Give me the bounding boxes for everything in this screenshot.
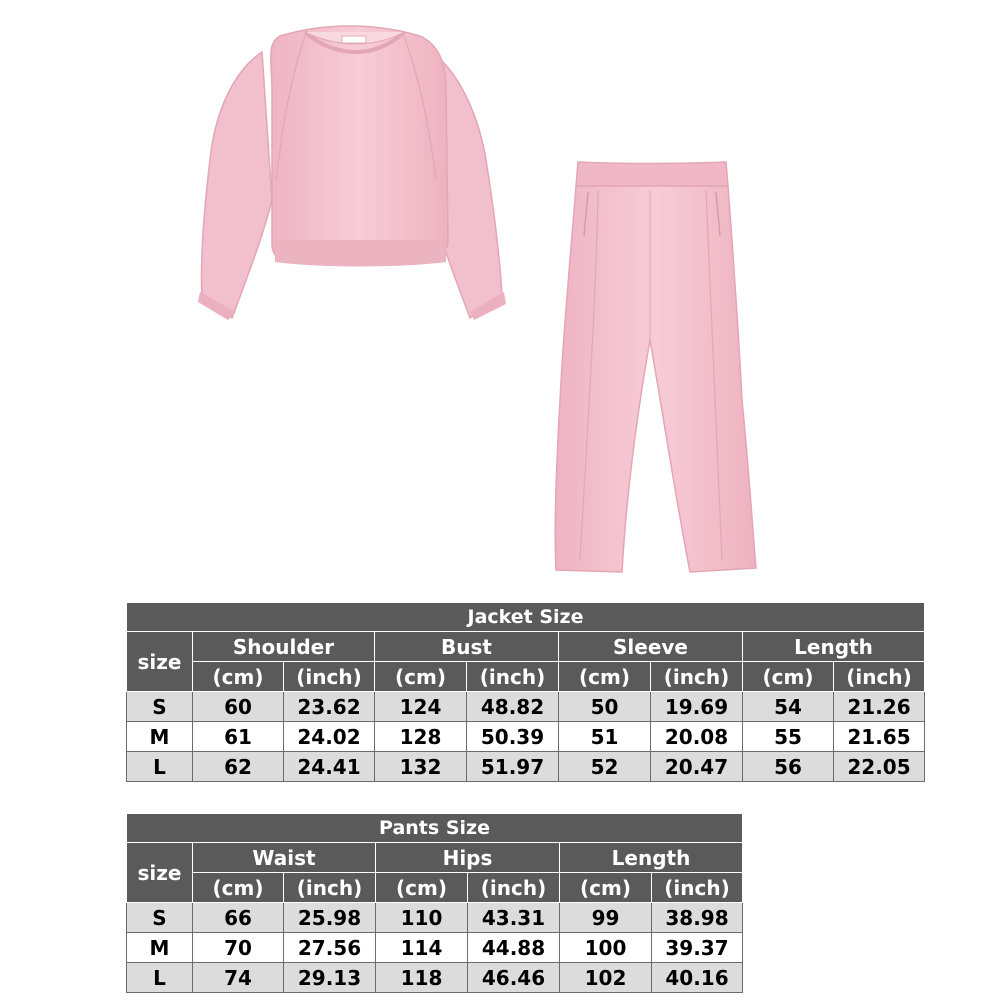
table-cell: 20.47	[651, 752, 743, 782]
table-row	[127, 722, 925, 752]
table-cell: 40.16	[652, 963, 743, 993]
table-cell: 22.05	[834, 752, 925, 782]
table-cell: 44.88	[468, 933, 560, 963]
size-label: M	[127, 933, 193, 963]
table-cell: 99	[560, 903, 652, 933]
table-row	[127, 752, 925, 782]
table-cell: 54	[743, 692, 834, 722]
pants-group-header: Waist	[193, 843, 376, 873]
sweatshirt-image	[198, 26, 506, 320]
table-cell: 110	[376, 903, 468, 933]
table-cell: 102	[560, 963, 652, 993]
table-cell: 52	[559, 752, 651, 782]
pants-size-table	[126, 813, 743, 993]
jacket-unit-header: (inch)	[651, 662, 743, 692]
jacket-unit-header: (cm)	[743, 662, 834, 692]
size-label: L	[127, 752, 193, 782]
table-cell: 50.39	[467, 722, 559, 752]
table-row	[127, 692, 925, 722]
table-row	[127, 903, 743, 933]
pants-unit-header: (cm)	[376, 873, 468, 903]
jacket-size-header: size	[127, 632, 193, 692]
table-cell: 21.26	[834, 692, 925, 722]
pants-size-header: size	[127, 843, 193, 903]
pants-table-title: Pants Size	[127, 814, 743, 843]
table-cell: 48.82	[467, 692, 559, 722]
jacket-unit-header: (cm)	[375, 662, 467, 692]
pants-group-header: Length	[560, 843, 743, 873]
table-cell: 39.37	[652, 933, 743, 963]
size-label: S	[127, 692, 193, 722]
jacket-size-table	[126, 602, 925, 782]
pants-unit-header: (inch)	[284, 873, 376, 903]
table-cell: 25.98	[284, 903, 376, 933]
table-cell: 60	[193, 692, 284, 722]
pants-unit-header: (cm)	[560, 873, 652, 903]
jacket-table-title: Jacket Size	[127, 603, 925, 632]
table-cell: 38.98	[652, 903, 743, 933]
jacket-unit-header: (cm)	[193, 662, 284, 692]
table-cell: 66	[193, 903, 284, 933]
table-cell: 20.08	[651, 722, 743, 752]
table-cell: 114	[376, 933, 468, 963]
table-cell: 51.97	[467, 752, 559, 782]
table-cell: 56	[743, 752, 834, 782]
table-cell: 29.13	[284, 963, 376, 993]
pants-unit-header: (cm)	[193, 873, 284, 903]
table-cell: 23.62	[284, 692, 375, 722]
table-cell: 55	[743, 722, 834, 752]
table-cell: 128	[375, 722, 467, 752]
table-cell: 24.41	[284, 752, 375, 782]
table-cell: 74	[193, 963, 284, 993]
pants-image	[555, 162, 756, 572]
jacket-group-header: Length	[743, 632, 925, 662]
table-row	[127, 933, 743, 963]
table-cell: 61	[193, 722, 284, 752]
table-row	[127, 963, 743, 993]
jacket-unit-header: (inch)	[467, 662, 559, 692]
table-cell: 50	[559, 692, 651, 722]
jacket-unit-header: (inch)	[834, 662, 925, 692]
table-cell: 21.65	[834, 722, 925, 752]
pants-group-header: Hips	[376, 843, 560, 873]
pants-unit-header: (inch)	[468, 873, 560, 903]
size-label: L	[127, 963, 193, 993]
table-cell: 27.56	[284, 933, 376, 963]
table-cell: 132	[375, 752, 467, 782]
table-cell: 51	[559, 722, 651, 752]
jacket-group-header: Sleeve	[559, 632, 743, 662]
jacket-group-header: Shoulder	[193, 632, 375, 662]
table-cell: 43.31	[468, 903, 560, 933]
jacket-unit-header: (cm)	[559, 662, 651, 692]
table-cell: 24.02	[284, 722, 375, 752]
table-cell: 100	[560, 933, 652, 963]
table-cell: 46.46	[468, 963, 560, 993]
pants-unit-header: (inch)	[652, 873, 743, 903]
table-cell: 19.69	[651, 692, 743, 722]
table-cell: 118	[376, 963, 468, 993]
jacket-unit-header: (inch)	[284, 662, 375, 692]
size-label: S	[127, 903, 193, 933]
table-cell: 62	[193, 752, 284, 782]
size-label: M	[127, 722, 193, 752]
table-cell: 124	[375, 692, 467, 722]
jacket-group-header: Bust	[375, 632, 559, 662]
table-cell: 70	[193, 933, 284, 963]
